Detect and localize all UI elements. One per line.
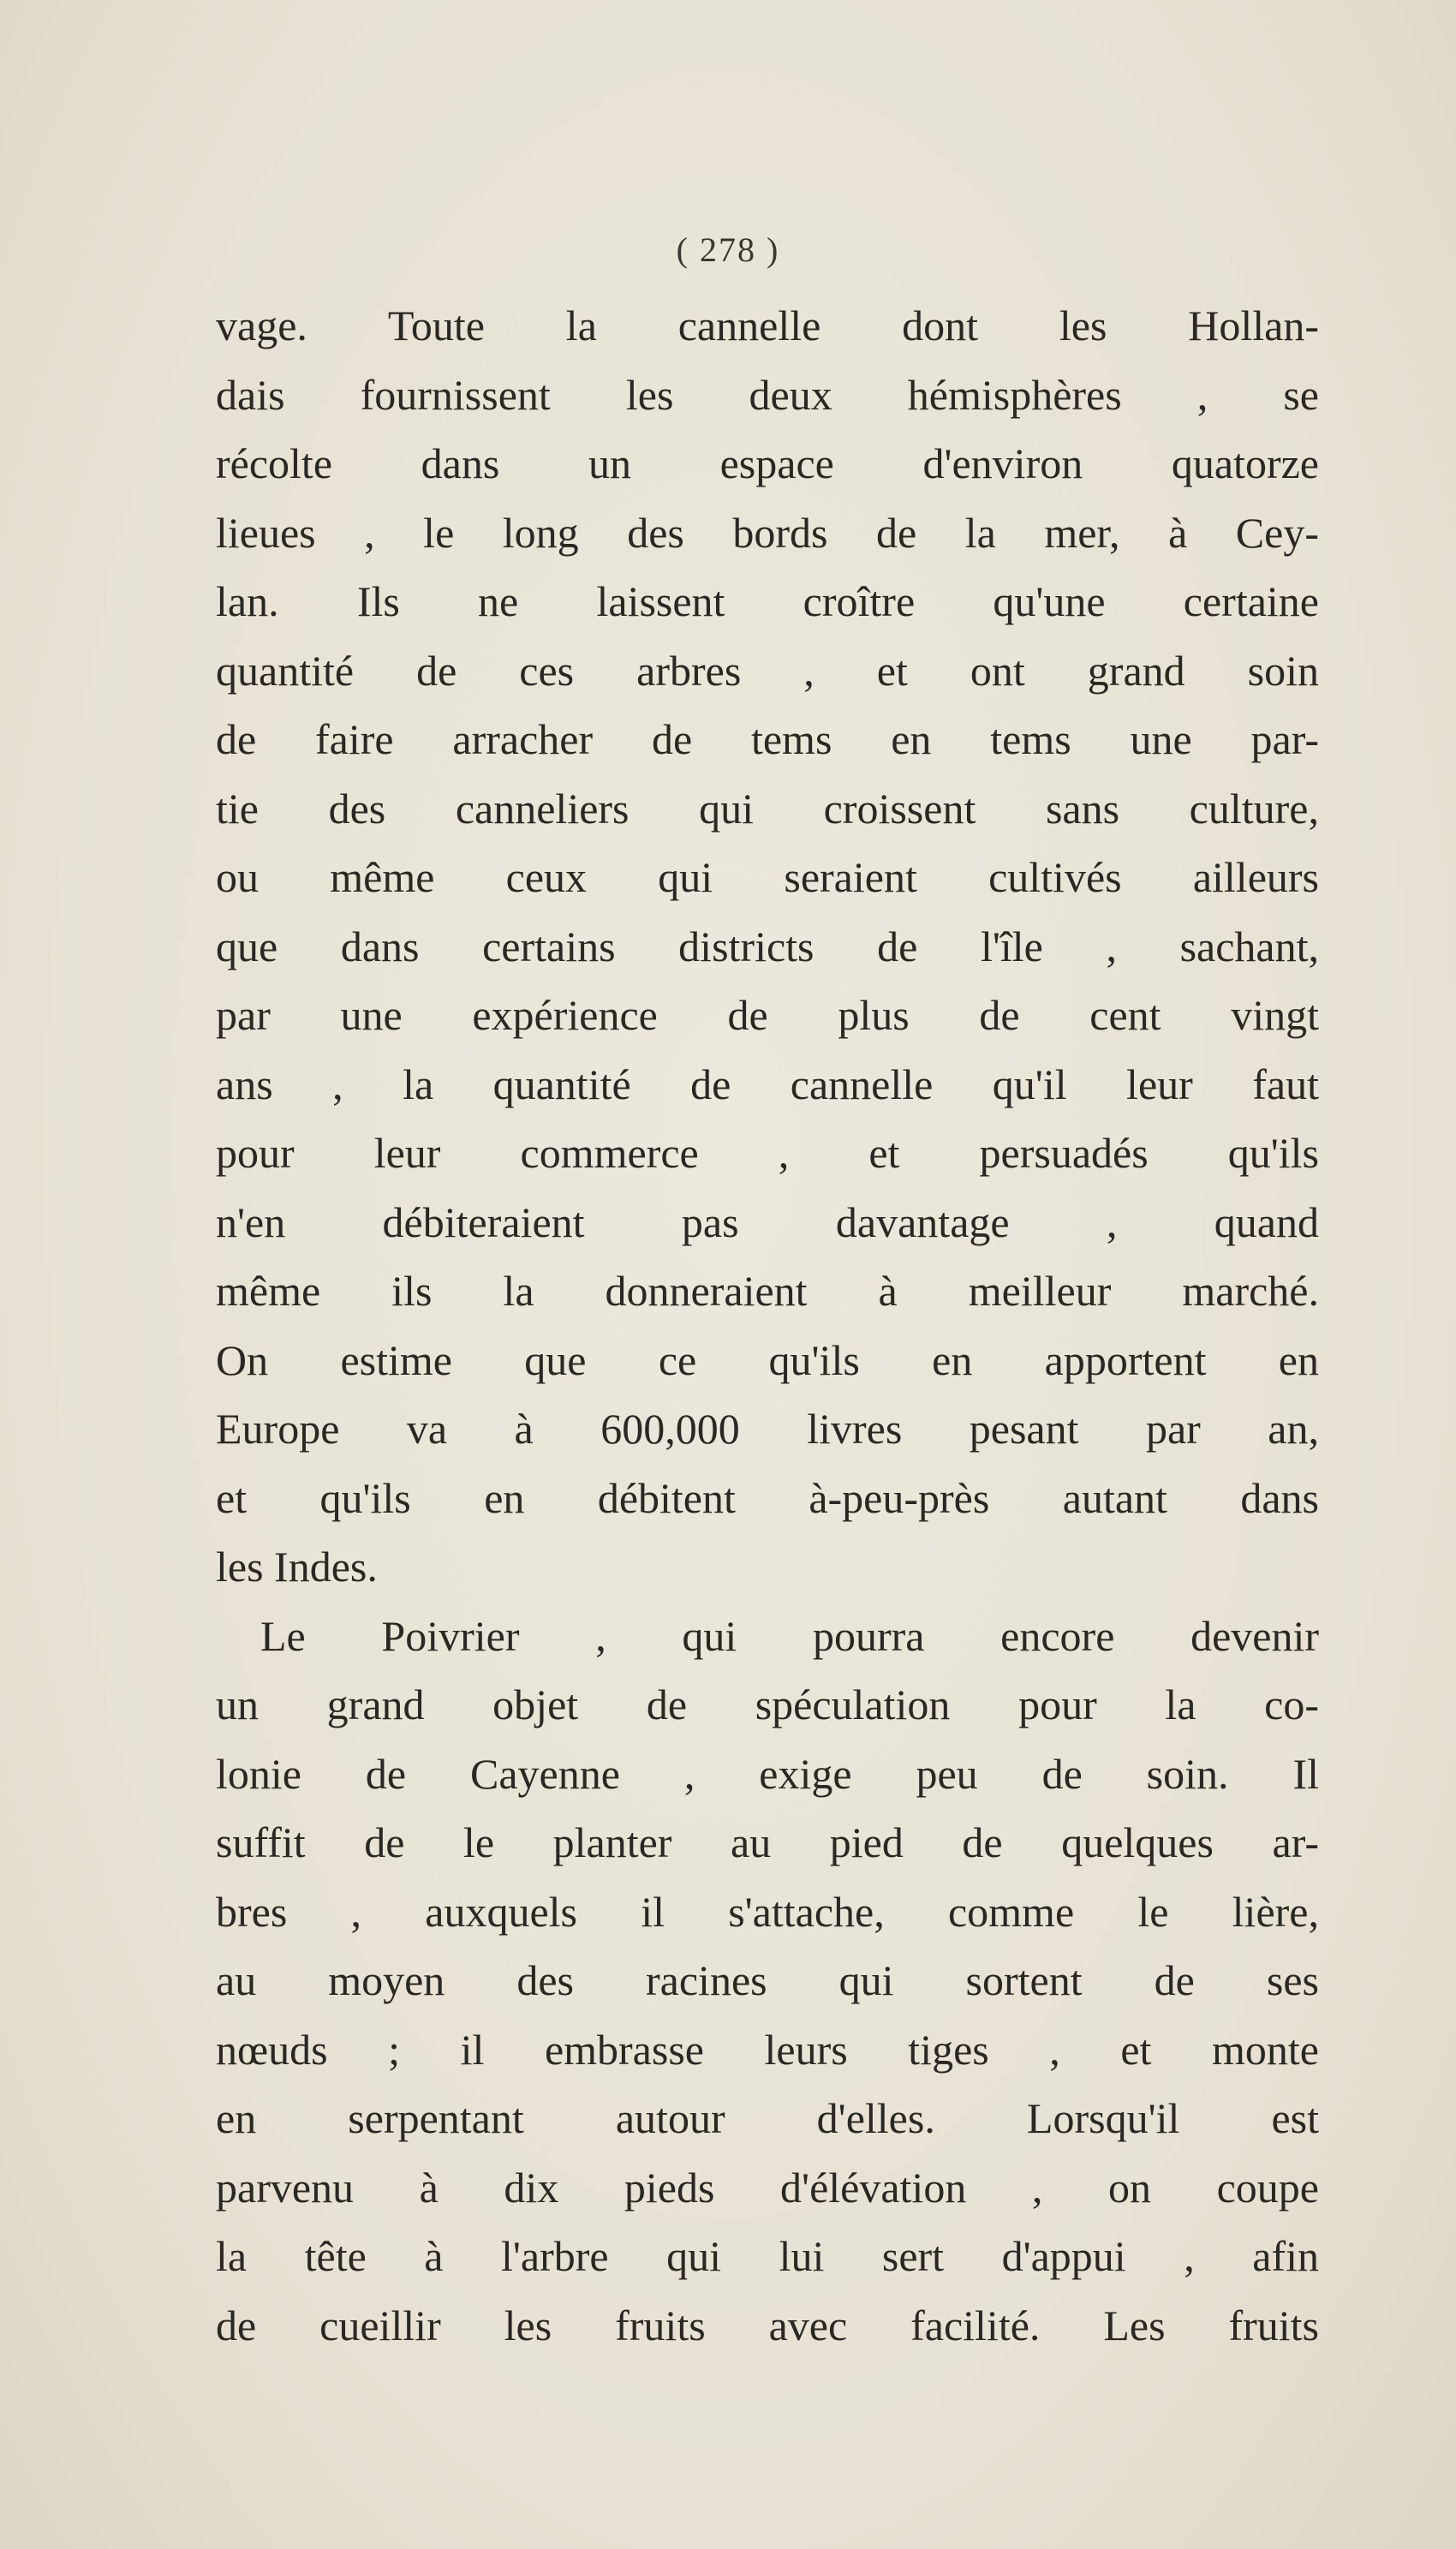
text-line: que dans certains districts de l'île , sachant, [216,922,1319,970]
text-line: lan. Ils ne laissent croître qu'une certaine [216,577,1319,625]
text-line: au moyen des racines qui sortent de ses [216,1956,1319,2004]
text-line: n'en débiteraient pas davantage , quand [216,1197,1319,1246]
text-line: les Indes. [216,1543,378,1591]
text-line: pour leur commerce , et persuadés qu'ils [216,1129,1319,1177]
text-line: Le Poivrier , qui pourra encore devenir [260,1611,1319,1660]
text-line: suffit de le planter au pied de quelques ar- [216,1818,1319,1866]
text-line: en serpentant autour d'elles. Lorsqu'il est [216,2094,1319,2142]
text-line: dais fournissent les deux hémisphères , se [216,370,1319,419]
text-line: un grand objet de spéculation pour la co- [216,1680,1319,1728]
text-line: récolte dans un espace d'environ quatorze [216,439,1319,487]
text-line: tie des canneliers qui croissent sans culture, [216,784,1319,833]
text-line: vage. Toute la cannelle dont les Hollan- [216,301,1319,349]
text-line: de faire arracher de tems en tems une par- [216,715,1319,763]
text-line: lonie de Cayenne , exige peu de soin. Il [216,1749,1319,1798]
text-line: par une expérience de plus de cent vingt [216,991,1319,1039]
text-line: Europe va à 600,000 livres pesant par an, [216,1405,1319,1453]
body-text [216,291,1319,2360]
text-line: bres , auxquels il s'attache, comme le lière, [216,1887,1319,1936]
text-line: la tête à l'arbre qui lui sert d'appui , afin [216,2232,1319,2280]
text-line: de cueillir les fruits avec facilité. Les fruits [216,2301,1319,2349]
text-line: On estime que ce qu'ils en apportent en [216,1335,1319,1384]
text-line: ans , la quantité de cannelle qu'il leur faut [216,1060,1319,1108]
page-number: ( 278 ) [676,230,780,269]
text-line: lieues , le long des bords de la mer, à Cey- [216,508,1319,557]
text-line: quantité de ces arbres , et ont grand soin [216,646,1319,695]
text-line: parvenu à dix pieds d'élévation , on coupe [216,2163,1319,2212]
text-line: même ils la donneraient à meilleur marché. [216,1267,1319,1315]
text-line: et qu'ils en débitent à-peu-près autant dans [216,1473,1319,1522]
text-line: ou même ceux qui seraient cultivés ailleurs [216,853,1319,901]
text-line: nœuds ; il embrasse leurs tiges , et monte [216,2025,1319,2074]
